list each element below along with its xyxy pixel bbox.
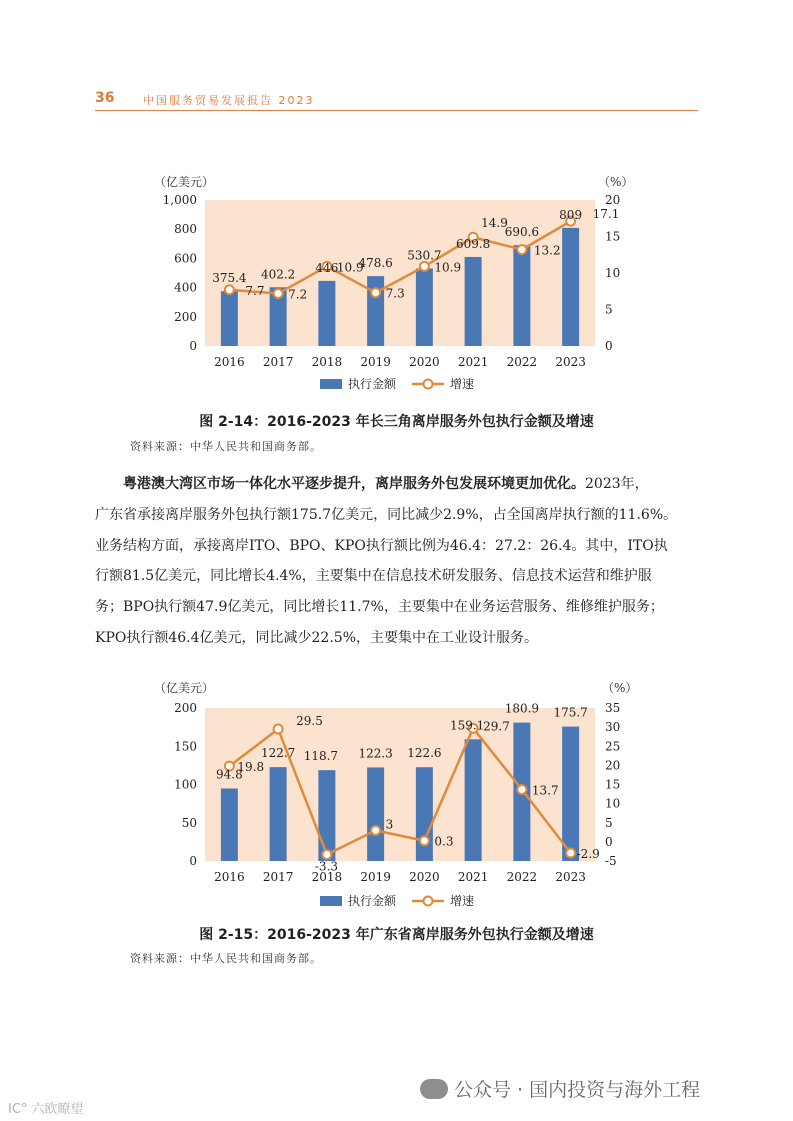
right-tick-label: 5	[605, 815, 613, 830]
left-tick-label: 0	[189, 854, 197, 868]
growth-value-label: -2.9	[576, 846, 600, 861]
bar-value-label: 94.8	[216, 767, 243, 782]
bar	[416, 269, 433, 346]
x-tick-label: 2017	[262, 355, 294, 369]
left-tick-label: 600	[174, 251, 197, 266]
bar-value-label: 180.9	[504, 701, 540, 716]
growth-point	[371, 826, 380, 835]
bar-value-label: 609.8	[455, 236, 491, 251]
x-tick-label: 2018	[311, 355, 343, 369]
left-axis-unit: （亿美元）	[154, 175, 215, 189]
legend-bar-label: 执行金额	[348, 894, 397, 908]
bar-value-label: 402.2	[260, 267, 296, 282]
bar	[562, 228, 579, 346]
bar	[562, 727, 579, 861]
chart-guangdong	[140, 678, 640, 918]
bar-value-label: 530.7	[407, 248, 442, 263]
x-tick-label: 2021	[457, 355, 489, 369]
bar	[367, 767, 384, 861]
bar	[221, 291, 238, 346]
right-tick-label: 0	[605, 834, 613, 849]
legend-line-label: 增速	[450, 377, 475, 391]
paragraph-line: 业务结构方面，承接离岸ITO、BPO、KPO执行额比例为46.4：27.2：26.4。其中，ITO执	[95, 537, 668, 554]
page-number: 36	[95, 90, 115, 106]
legend-bar-label: 执行金额	[348, 377, 397, 391]
bar	[221, 788, 238, 861]
growth-value-label: 29.5	[296, 714, 323, 729]
growth-value-label: 10.9	[434, 260, 462, 275]
right-tick-label: 10	[605, 266, 621, 280]
paragraph-line: KPO执行额46.4亿美元，同比减少22.5%，主要集中在工业设计服务。	[95, 629, 539, 646]
growth-point	[274, 289, 283, 298]
right-tick-label: 5	[605, 302, 613, 317]
legend-bar-swatch	[320, 896, 342, 906]
bar	[465, 257, 482, 346]
right-tick-label: 15	[605, 229, 621, 244]
chart-yangtze-delta	[140, 170, 640, 400]
left-tick-label: 200	[174, 309, 197, 324]
paragraph-text: 2023年，	[585, 476, 649, 492]
bar	[416, 767, 433, 861]
x-tick-label: 2018	[311, 870, 343, 884]
growth-value-label: 7.7	[245, 283, 265, 298]
paragraph-line	[95, 469, 701, 500]
growth-value-label: 14.9	[481, 216, 508, 231]
growth-value-label: 10.9	[336, 260, 364, 275]
bar	[270, 767, 287, 861]
body-paragraph	[95, 469, 701, 654]
growth-point	[225, 285, 234, 294]
growth-value-label: 3	[385, 817, 394, 832]
bar-value-label: 375.4	[212, 271, 247, 286]
growth-point	[566, 848, 575, 857]
chart-caption: 图 2-15：2016-2023 年广东省离岸服务外包执行金额及增速	[199, 927, 594, 943]
bar-value-label: 446	[315, 260, 339, 275]
x-tick-label: 2019	[360, 870, 391, 884]
paragraph-lead: 粤港澳大湾区市场一体化水平逐步提升，离岸服务外包发展环境更加优化。	[123, 476, 585, 492]
growth-point	[274, 725, 283, 734]
growth-value-label: 7.2	[288, 287, 308, 302]
growth-value-label: -3.3	[314, 859, 339, 874]
right-tick-label: -5	[605, 854, 617, 868]
left-tick-label: 800	[174, 222, 197, 237]
left-tick-label: 200	[174, 701, 197, 715]
bar	[367, 276, 384, 346]
chart-caption: 图 2-14：2016-2023 年长三角离岸服务外包执行金额及增速	[199, 414, 594, 430]
left-tick-label: 400	[174, 280, 197, 295]
growth-point	[517, 785, 526, 794]
right-tick-label: 35	[605, 701, 621, 715]
legend-bar-swatch	[320, 379, 342, 389]
wechat-icon	[420, 1079, 448, 1099]
legend	[320, 376, 474, 391]
x-tick-label: 2023	[555, 355, 586, 369]
x-tick-label: 2022	[506, 870, 538, 884]
x-tick-label: 2021	[457, 870, 489, 884]
bar-value-label: 122.7	[260, 746, 296, 761]
page-header	[95, 88, 698, 111]
left-tick-label: 50	[181, 815, 197, 830]
right-axis-unit: （%）	[598, 175, 634, 189]
corner-watermark: IC° 六欧瞭望	[8, 1102, 84, 1117]
legend-line-marker	[424, 380, 433, 389]
left-tick-label: 1,000	[162, 193, 197, 207]
growth-value-label: 7.3	[385, 286, 405, 301]
x-tick-label: 2019	[360, 355, 391, 369]
bar-value-label: 478.6	[358, 256, 393, 271]
bar-value-label: 175.7	[553, 705, 588, 720]
x-tick-label: 2022	[506, 355, 538, 369]
watermark-text: 公众号 · 国内投资与海外工程	[454, 1079, 701, 1101]
legend-line-label: 增速	[450, 894, 475, 908]
legend	[320, 893, 474, 908]
bar	[318, 281, 335, 346]
growth-point	[420, 836, 429, 845]
right-tick-label: 30	[605, 720, 621, 735]
growth-value-label: 29.7	[483, 719, 510, 734]
growth-point	[322, 850, 331, 859]
growth-point	[517, 245, 526, 254]
right-tick-label: 20	[605, 758, 621, 773]
bar	[465, 739, 482, 861]
growth-value-label: 13.7	[531, 783, 559, 798]
left-tick-label: 150	[174, 739, 197, 754]
legend-line-marker	[424, 897, 433, 906]
bar-value-label: 690.6	[504, 225, 540, 240]
left-axis-unit: （亿美元）	[154, 681, 215, 695]
left-tick-label: 0	[189, 339, 197, 353]
paragraph-line: 务；BPO执行额47.9亿美元，同比增长11.7%，主要集中在业务运营服务、维修维护服务；	[95, 599, 664, 616]
right-axis-unit: （%）	[602, 681, 638, 695]
chart-source: 资料来源：中华人民共和国商务部。	[130, 952, 322, 965]
x-tick-label: 2020	[409, 870, 440, 884]
growth-value-label: 0.3	[434, 834, 454, 849]
right-tick-label: 0	[605, 339, 613, 353]
report-title: 中国服务贸易发展报告 2023	[143, 94, 315, 107]
paragraph-line: 行额81.5亿美元，同比增长4.4%，主要集中在信息技术研发服务、信息技术运营和维护服	[95, 568, 652, 585]
right-tick-label: 25	[605, 739, 621, 754]
wechat-watermark	[420, 1075, 700, 1102]
x-tick-label: 2020	[409, 355, 440, 369]
bar-value-label: 118.7	[303, 749, 339, 764]
growth-point	[420, 262, 429, 271]
x-tick-label: 2017	[262, 870, 294, 884]
bar-value-label: 809	[559, 207, 583, 222]
right-tick-label: 10	[605, 796, 621, 811]
right-tick-label: 20	[605, 193, 621, 207]
left-tick-label: 100	[174, 777, 197, 792]
right-tick-label: 15	[605, 777, 621, 792]
bar	[318, 770, 335, 861]
bar-value-label: 122.6	[407, 746, 442, 761]
bar-value-label: 159.1	[449, 718, 485, 733]
x-tick-label: 2023	[555, 870, 586, 884]
paragraph-line: 广东省承接离岸服务外包执行额175.7亿美元，同比减少2.9%，占全国离岸执行额的11.6%。	[95, 506, 678, 523]
x-tick-label: 2016	[214, 355, 245, 369]
bar-value-label: 122.3	[358, 746, 393, 761]
growth-value-label: 17.1	[592, 207, 620, 222]
chart-source: 资料来源：中华人民共和国商务部。	[130, 440, 322, 453]
growth-value-label: 13.2	[533, 243, 561, 258]
growth-value-label: 19.8	[237, 760, 265, 775]
x-tick-label: 2016	[214, 870, 245, 884]
bar	[513, 245, 530, 346]
growth-point	[371, 288, 380, 297]
